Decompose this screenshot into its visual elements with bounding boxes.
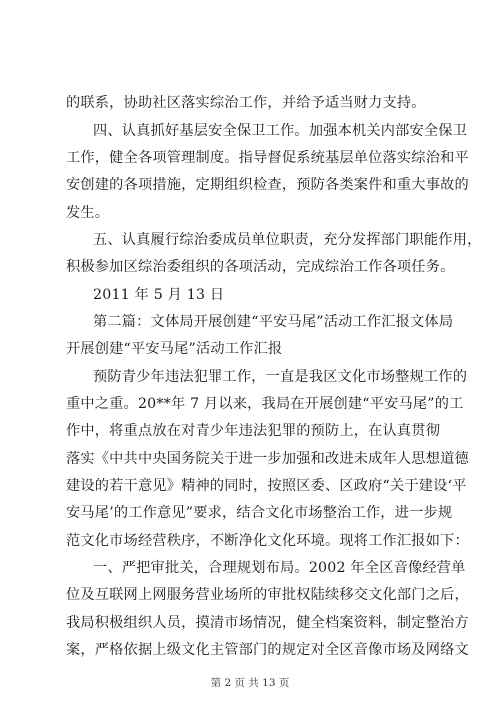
- text-line: 落实《中共中央国务院关于进一步加强和改进未成年人思想道德: [66, 451, 469, 467]
- text-line: 发生。: [66, 205, 110, 221]
- text-line: 建设的若干意见》精神的同时，按照区委、区政府“关于建设‘平: [66, 478, 467, 494]
- page-number-footer: 第 2 页 共 13 页: [210, 677, 290, 689]
- text-line: 重中之重。20**年 7 月以来，我局在开展创建“平安马尾”的工: [66, 396, 464, 412]
- text-line: 一、严把审批关，合理规划布局。2002 年全区音像经营单: [93, 560, 466, 576]
- text-line: 五、认真履行综治委成员单位职责，充分发挥部门职能作用，: [93, 232, 482, 248]
- text-line: 预防青少年违法犯罪工作，一直是我区文化市场整规工作的: [93, 369, 468, 385]
- text-line: 我局积极组织人员，摸清市场情况，健全档案资料，制定整治方: [66, 615, 469, 631]
- text-line: 案，严格依据上级文化主管部门的规定对全区音像市场及网络文: [66, 642, 469, 658]
- text-line: 作中，将重点放在对青少年违法犯罪的预防上，在认真贯彻: [66, 423, 441, 439]
- date-line: 2011 年 5 月 13 日: [93, 287, 225, 303]
- text-line: 范文化市场经营秩序，不断净化文化环境。现将工作汇报如下：: [66, 533, 469, 549]
- text-line: 位及互联网上网服务营业场所的审批权陆续移交文化部门之后，: [66, 587, 469, 603]
- text-line: 安创建的各项措施，定期组织检查，预防各类案件和重大事故的: [66, 177, 469, 193]
- text-line: 四、认真抓好基层安全保卫工作。加强本机关内部安全保卫: [93, 123, 468, 139]
- section-heading: 开展创建“平安马尾”活动工作汇报: [66, 341, 283, 357]
- text-line: 工作，健全各项管理制度。指导督促系统基层单位落实综治和平: [66, 150, 469, 166]
- text-line: 的联系，协助社区落实综治工作，并给予适当财力支持。: [66, 95, 426, 111]
- text-line: 安马尾’的工作意见”要求，结合文化市场整治工作，进一步规: [66, 505, 453, 521]
- text-line: 积极参加区综治委组织的各项活动，完成综治工作各项任务。: [66, 259, 455, 275]
- section-heading: 第二篇：文体局开展创建“平安马尾”活动工作汇报文体局: [93, 314, 454, 330]
